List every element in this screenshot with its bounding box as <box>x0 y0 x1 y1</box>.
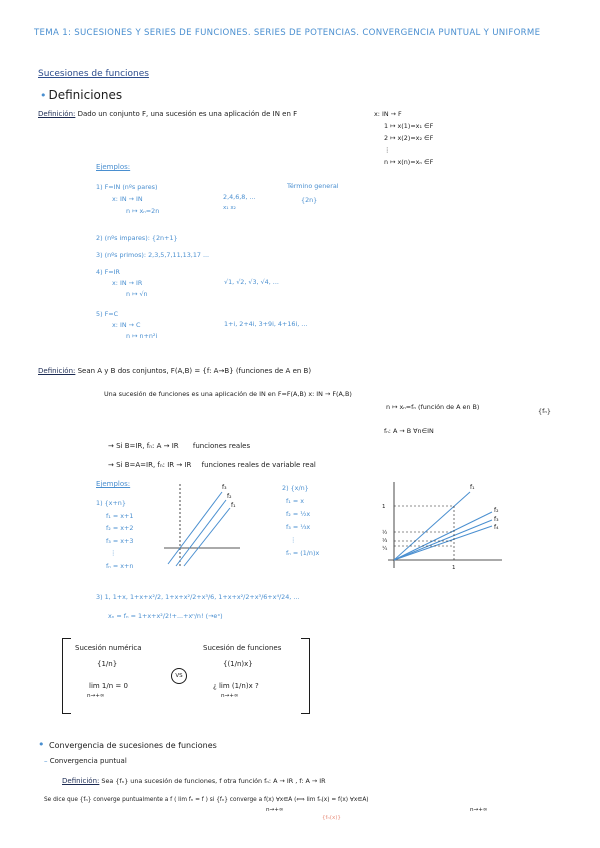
examples-2-ex3-general: xₙ = fₙ = 1+x+x²/2!+...+xⁿ/n! (→eˣ) <box>108 612 223 620</box>
section-heading-convergencia <box>38 738 217 751</box>
graph-2-x-tick-1: 1 <box>452 565 456 571</box>
example-1-values-sub: x₁ x₂ <box>223 205 236 211</box>
definition-3-line2: Se dice que {fₙ} converge puntualmente a f ( lim fₙ = f ) si {fₙ} converge a f(x) ∀x∈A (⟺ lim fₙ(x) = f(x) ∀x∈A) <box>44 797 369 803</box>
definition-2-line1: Sean A y B dos conjuntos, F(A,B) = {f: A→B} (funciones de A en B) <box>77 367 312 375</box>
graph-2-label-f4: f₄ <box>494 524 499 531</box>
definition-2-map2: fₙ: A → B ∀n∈IN <box>384 427 434 435</box>
examples-2-label: Ejemplos: <box>96 480 131 488</box>
comparison-vs-text: VS <box>175 673 183 679</box>
definition-1-text: Dado un conjunto F, una sucesión es una aplicación de IN en F <box>77 110 298 118</box>
definition-2-seq: {fₙ} <box>538 407 551 415</box>
case-2-label: funciones reales de variable real <box>201 461 316 469</box>
comparison-right-lim: ¿ lim (1/n)x ? <box>213 682 259 690</box>
comparison-top-left-corner <box>63 638 71 639</box>
example-1-line: n ↦ xₙ=2n <box>126 207 160 215</box>
definition-3 <box>62 777 326 785</box>
term-general-label: Término general <box>287 182 339 190</box>
definition-1-label: Definición: <box>38 110 76 118</box>
example-1-values: 2,4,6,8, ... <box>223 193 256 201</box>
examples-2-ex3: 3) 1, 1+x, 1+x+x²/2, 1+x+x²/2+x³/6, 1+x+x²/2+x³/6+x⁴/24, ... <box>96 593 300 601</box>
case-real-functions <box>108 442 250 450</box>
subheading-convergencia-puntual-text: Convergencia puntual <box>49 757 127 765</box>
example-3: 3) (nºs primos): 2,3,5,7,11,13,17 ... <box>96 251 210 259</box>
definition-2-map1: n ↦ xₙ=fₙ (función de A en B) <box>386 403 480 411</box>
definition-2-label: Definición: <box>38 367 76 375</box>
definition-1-map <box>374 108 433 168</box>
definition-3-text: Sea {fₙ} una sucesión de funciones, f otra función fₙ: A → IR , f: A → IR <box>101 777 326 785</box>
graph-1-label-f1: f₁ <box>231 502 236 509</box>
graph-2-y-tick-1: 1 <box>382 504 386 510</box>
example-4-line: x: IN → IR <box>112 279 143 287</box>
example-2: 2) (nºs impares): {2n+1} <box>96 234 178 242</box>
section-heading-convergencia-text: Convergencia de sucesiones de funciones <box>49 741 217 750</box>
case-1-arrow: → Si B=IR, fₙ: A → IR <box>108 442 179 450</box>
case-2-arrow: → Si B=A=IR, fₙ: IR → IR <box>108 461 192 469</box>
map-line: 2 ↦ x(2)=x₂ ∈F <box>384 134 434 142</box>
subheading-convergencia-puntual <box>44 757 127 765</box>
definition-3-line3: {fₙ(x)} <box>322 815 341 821</box>
subheading-dash: – <box>44 757 50 765</box>
ex1-term: f₃ = x+3 <box>106 536 134 545</box>
comparison-left-lim-sub: n→+∞ <box>87 693 105 699</box>
page-title: TEMA 1: SUCESIONES Y SERIES DE FUNCIONES. SERIES DE POTENCIAS. CONVERGENCIA PUNTUAL Y UNIFORME <box>34 28 541 38</box>
graph-1-line-f1 <box>184 508 230 566</box>
ex2-term: ⋮ <box>290 536 297 544</box>
example-4 <box>96 267 148 300</box>
example-5-values: 1+i, 2+4i, 3+9i, 4+16i, ... <box>224 320 308 328</box>
examples-2-ex1 <box>96 497 133 573</box>
definition-3-line2-sub2: n→+∞ <box>470 807 488 813</box>
comparison-vs-badge <box>171 668 187 684</box>
comparison-top-right-corner <box>301 638 309 639</box>
example-5-line: x: IN → C <box>112 321 141 329</box>
comparison-left-title: Sucesión numérica <box>75 644 142 652</box>
examples-label: Ejemplos: <box>96 163 131 171</box>
graph-2-line-f3 <box>394 520 492 560</box>
graph-2-y-tick-2: ½ <box>382 530 388 536</box>
term-general-value: {2n} <box>301 196 318 204</box>
graph-2-label-f2: f₂ <box>494 507 499 514</box>
graph-1-label-f3: f₃ <box>222 484 227 491</box>
graph-x-plus-n <box>160 478 242 570</box>
ex1-term: f₂ = x+2 <box>106 524 134 533</box>
example-4-line: 4) F=IR <box>96 268 120 276</box>
example-4-values: √1, √2, √3, √4, ... <box>224 278 279 286</box>
map-line: 1 ↦ x(1)=x₁ ∈F <box>384 122 434 130</box>
example-1 <box>96 181 159 217</box>
comparison-right-seq: {(1/n)x} <box>223 660 253 668</box>
ex1-head: 1) {x+n} <box>96 499 126 507</box>
example-4-line: n ↦ √n <box>126 290 148 298</box>
ex2-term: f₂ = ½x <box>286 510 311 518</box>
definition-3-label: Definición: <box>62 777 100 785</box>
subheading-definiciones <box>40 88 122 102</box>
subheading-definiciones-text: Definiciones <box>48 88 123 102</box>
graph-2-line-f4 <box>394 526 492 560</box>
map-line: n ↦ x(n)=xₙ ∈F <box>384 158 434 166</box>
examples-2-ex2 <box>282 482 319 560</box>
graph-1-label-f2: f₂ <box>227 493 232 500</box>
definition-2-line2: Una sucesión de funciones es una aplicación de IN en F=F(A,B) x: IN → F(A,B) <box>104 390 352 398</box>
comparison-box <box>62 638 310 714</box>
case-1-label: funciones reales <box>192 442 251 450</box>
map-line: x: IN → F <box>374 110 402 118</box>
comparison-right-title: Sucesión de funciones <box>203 644 282 652</box>
ex2-head: 2) {x/n} <box>282 484 309 492</box>
comparison-bottom-left-corner <box>63 713 71 714</box>
definition-3-line2-sub1: n→+∞ <box>266 807 284 813</box>
ex2-term: f₁ = x <box>286 497 305 505</box>
graph-2-line-f1 <box>394 492 470 560</box>
ex2-term: f₃ = ⅓x <box>286 523 311 531</box>
definition-2 <box>38 367 311 375</box>
ex1-term: f₁ = x+1 <box>106 511 134 520</box>
section-heading-sucesiones: Sucesiones de funciones <box>38 69 149 79</box>
ex1-term: fₙ = x+n <box>106 561 134 570</box>
comparison-bottom-right-corner <box>301 713 309 714</box>
comparison-left-lim: lim 1/n = 0 <box>89 682 128 690</box>
example-5-line: 5) F=C <box>96 310 119 318</box>
graph-1-line-f2 <box>176 500 226 566</box>
graph-2-y-tick-4: ¼ <box>382 546 388 552</box>
map-line: ⋮ <box>384 146 391 154</box>
example-5-line: n ↦ n+n²i <box>126 332 158 340</box>
graph-2-y-tick-3: ⅓ <box>382 538 388 544</box>
graph-2-line-f2 <box>394 512 492 560</box>
example-1-line: x: IN → IN <box>112 195 143 203</box>
ex1-term: ⋮ <box>110 549 117 558</box>
graph-2-label-f3: f₃ <box>494 516 499 523</box>
ex2-term: fₙ = (1/n)x <box>286 549 320 557</box>
example-5 <box>96 309 157 342</box>
case-real-variable-functions <box>108 461 316 469</box>
graph-2-label-f1: f₁ <box>470 484 475 491</box>
example-1-line: 1) F=IN (nºs pares) <box>96 183 158 191</box>
graph-x-over-n <box>366 476 506 576</box>
comparison-left-seq: {1/n} <box>97 660 118 668</box>
comparison-right-lim-sub: n→+∞ <box>221 693 239 699</box>
definition-1 <box>38 110 297 118</box>
